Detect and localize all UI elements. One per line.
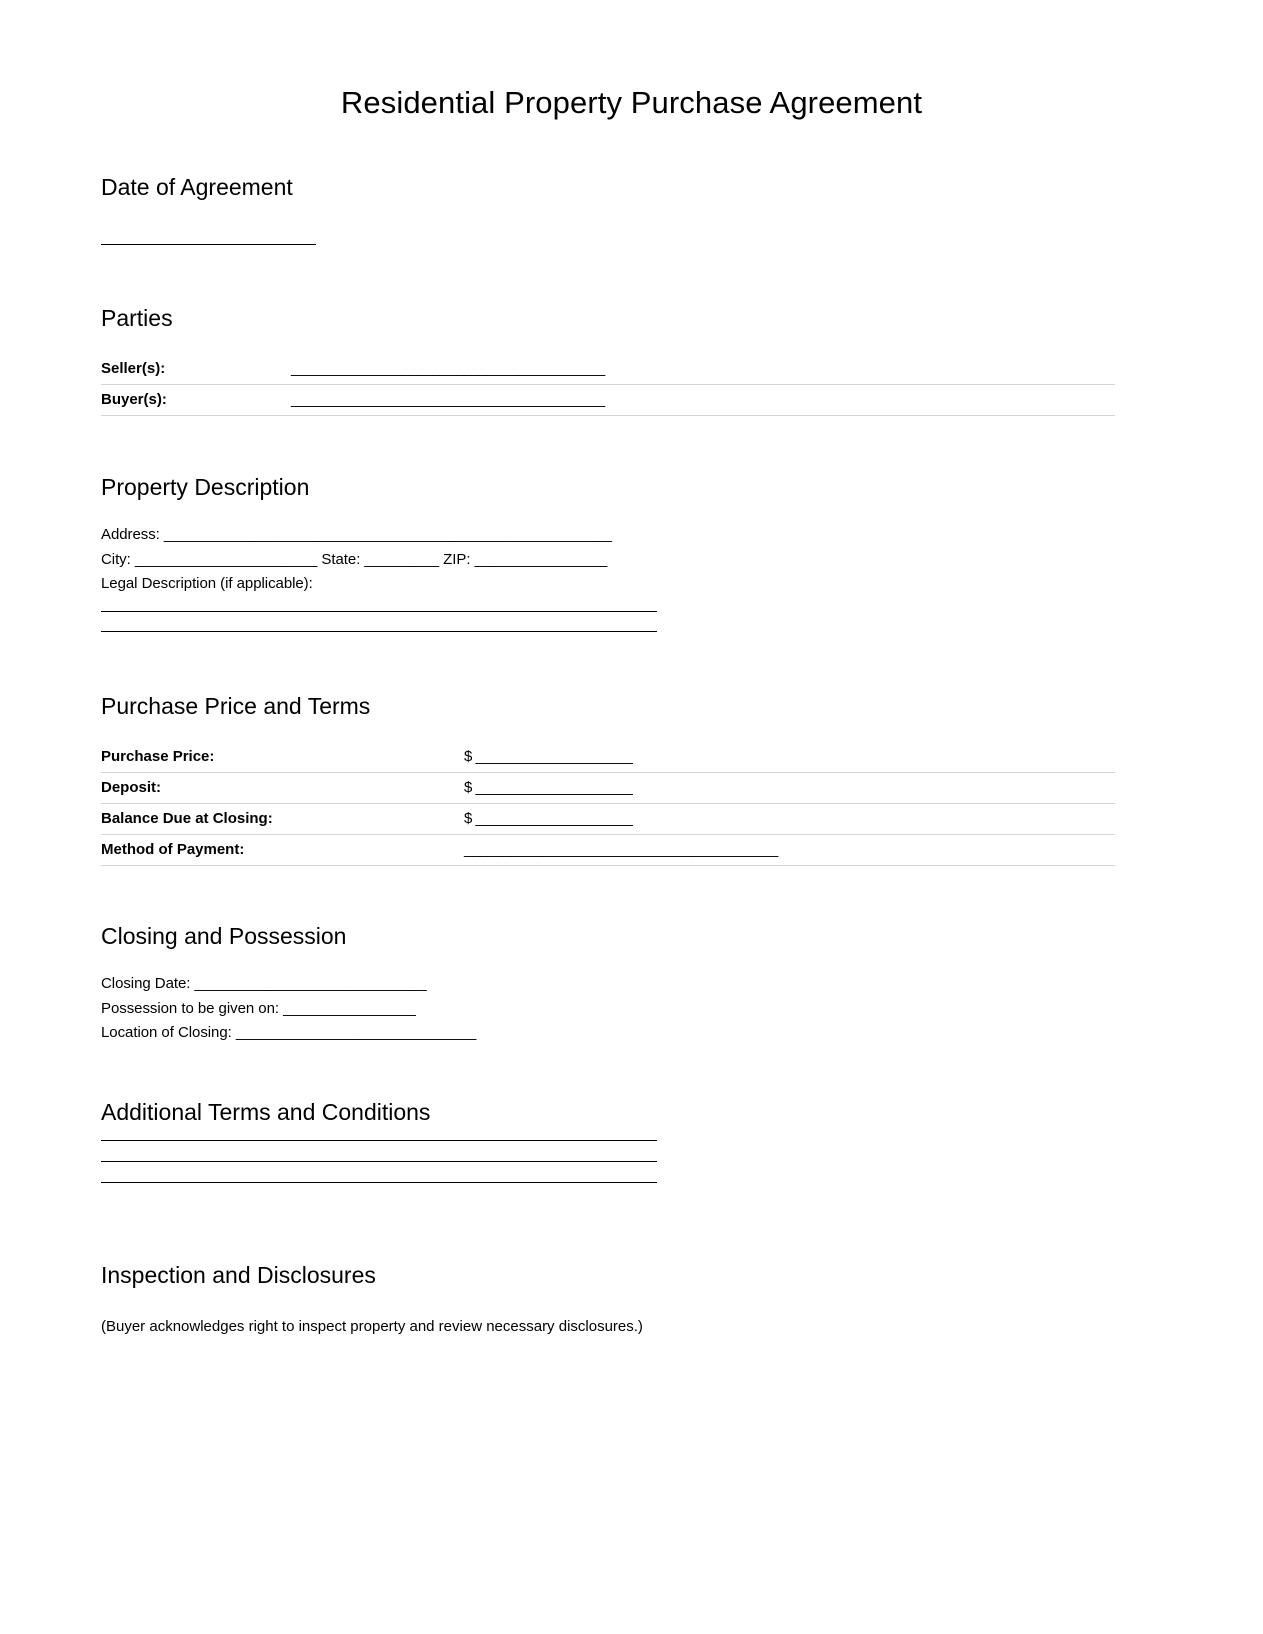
section-property-description: [101, 473, 1115, 632]
section-closing-and-possession: [101, 922, 1115, 1046]
section-heading-purchase-price: Purchase Price and Terms: [101, 692, 371, 719]
section-heading-inspection-and-disclosures: Inspection and Disclosures: [101, 1262, 376, 1289]
property-description-fields: [101, 523, 1115, 596]
inspection-disclosure-note: (Buyer acknowledges right to inspect property and review necessary disclosures.): [101, 1318, 643, 1336]
method-of-payment-blank: ________________________________________: [464, 840, 778, 858]
location-of-closing-field[interactable]: Location of Closing: _____________________________: [101, 1024, 477, 1042]
seller-name-blank: ________________________________________: [291, 359, 605, 377]
table-row: [101, 354, 1115, 385]
section-date-of-agreement: [101, 173, 1115, 245]
buyer-name-blank: ________________________________________: [291, 390, 605, 408]
section-purchase-price-and-terms: [101, 692, 1115, 866]
page-title: Residential Property Purchase Agreement: [340, 85, 923, 120]
deposit-field[interactable]: [464, 772, 1115, 803]
legal-description-write-area: [101, 611, 1115, 632]
purchase-price-table: [101, 742, 1115, 866]
section-heading-property-description: Property Description: [101, 473, 310, 500]
balance-due-blank: $ ____________________: [464, 809, 633, 827]
closing-date-field[interactable]: Closing Date: ____________________________: [101, 975, 427, 993]
closing-and-possession-fields: [101, 972, 1115, 1045]
section-heading-additional-terms: Additional Terms and Conditions: [101, 1098, 431, 1125]
purchase-price-blank: $ ____________________: [464, 747, 633, 765]
additional-terms-write-area: [101, 1140, 1115, 1183]
section-additional-terms: [101, 1098, 1115, 1208]
additional-terms-rule[interactable]: [101, 1182, 657, 1183]
method-of-payment-row-label: Method of Payment:: [101, 834, 464, 865]
address-field[interactable]: Address: ______________________________________________________: [101, 526, 612, 544]
balance-due-row-label: Balance Due at Closing:: [101, 803, 464, 834]
table-row: [101, 384, 1115, 415]
table-row: [101, 772, 1115, 803]
legal-description-rule[interactable]: [101, 631, 657, 632]
table-row: [101, 803, 1115, 834]
deposit-row-label: Deposit:: [101, 772, 464, 803]
seller-name-field[interactable]: [291, 354, 1115, 385]
possession-date-field[interactable]: Possession to be given on: ________________: [101, 999, 416, 1017]
document-body: [0, 173, 1263, 1338]
purchase-price-field[interactable]: [464, 742, 1115, 773]
parties-row-label: Buyer(s):: [101, 384, 291, 415]
section-inspection-and-disclosures: [101, 1261, 1115, 1338]
city-state-zip-field[interactable]: City: ______________________ State: _________ ZIP: ________________: [101, 550, 608, 568]
additional-terms-rule[interactable]: [101, 1161, 657, 1162]
method-of-payment-field[interactable]: [464, 834, 1115, 865]
balance-due-field[interactable]: [464, 803, 1115, 834]
section-heading-parties: Parties: [101, 304, 173, 331]
section-heading-date-of-agreement: Date of Agreement: [101, 174, 293, 201]
spacer: [101, 1203, 1115, 1207]
buyer-name-field[interactable]: [291, 384, 1115, 415]
parties-row-label: Seller(s):: [101, 354, 291, 385]
legal-description-rule[interactable]: [101, 611, 657, 612]
parties-table: [101, 354, 1115, 416]
section-parties: [101, 304, 1115, 416]
legal-description-label: Legal Description (if applicable):: [101, 575, 313, 593]
table-row: [101, 742, 1115, 773]
section-heading-closing-and-possession: Closing and Possession: [101, 922, 347, 949]
table-row: [101, 834, 1115, 865]
date-of-agreement-input-rule[interactable]: [101, 244, 316, 245]
additional-terms-rule[interactable]: [101, 1140, 657, 1141]
purchase-price-row-label: Purchase Price:: [101, 742, 464, 773]
deposit-blank: $ ____________________: [464, 778, 633, 796]
